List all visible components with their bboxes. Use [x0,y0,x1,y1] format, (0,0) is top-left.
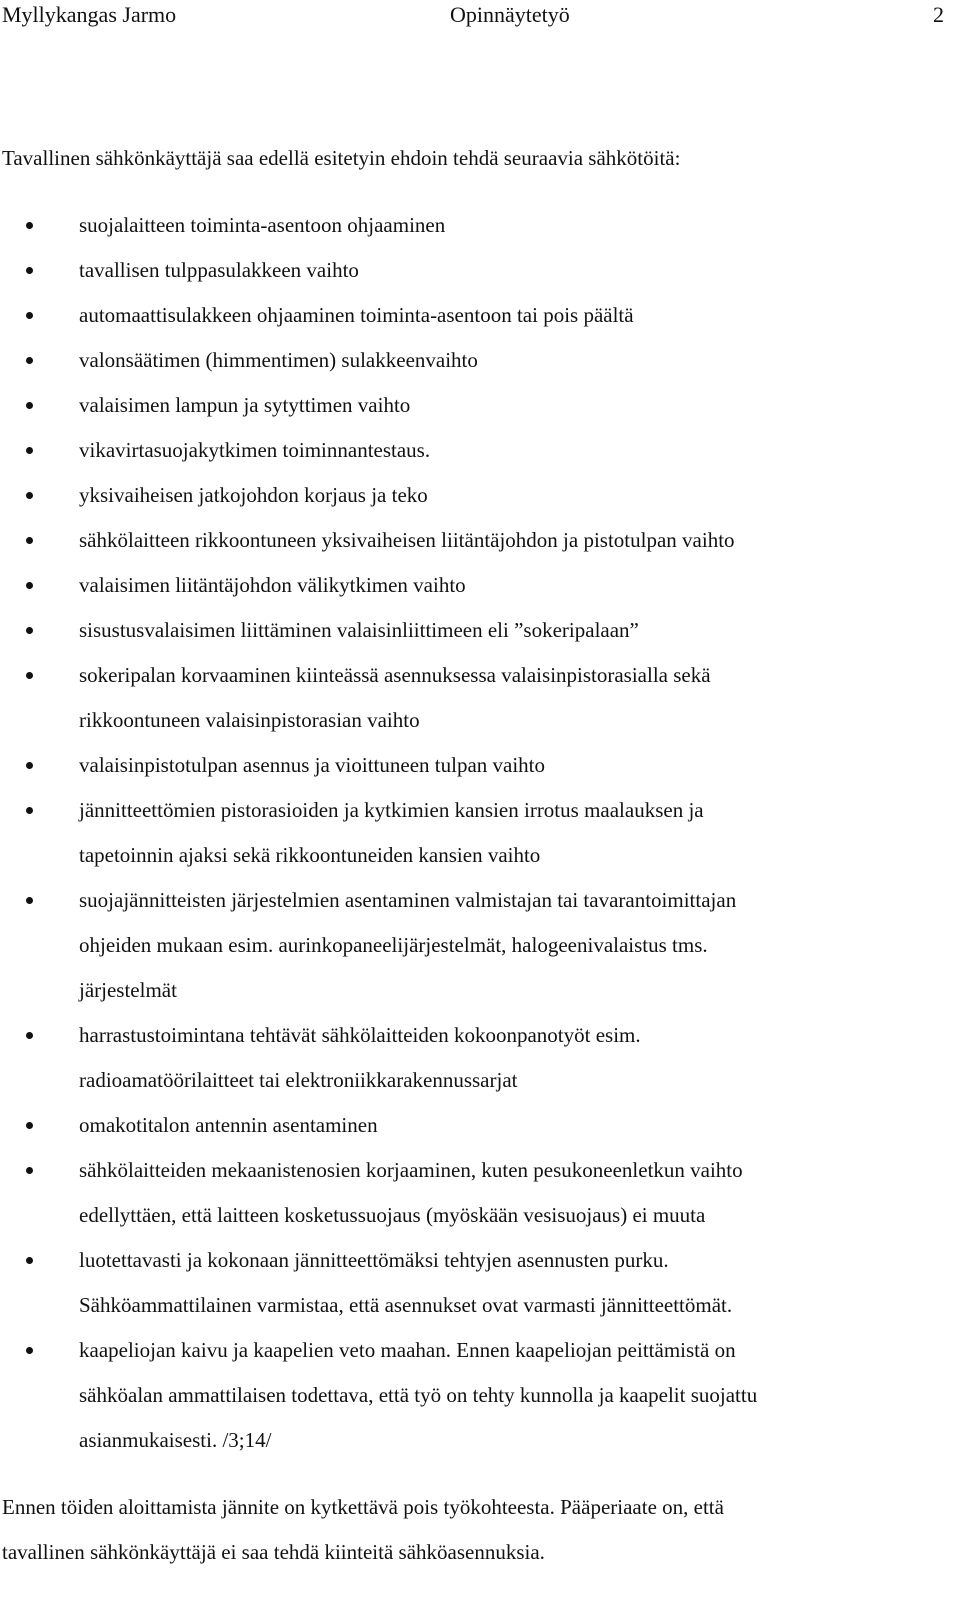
list-item-line: sähkölaitteen rikkoontuneen yksivaiheisen liitäntäjohdon ja pistotulpan vaihto [79,528,735,552]
bullet-list [0,203,940,1463]
list-item-line: vikavirtasuojakytkimen toiminnantestaus. [79,438,431,462]
list-item-line: tapetoinnin ajaksi sekä rikkoontuneiden kansien vaihto [79,843,541,867]
list-item [0,788,940,878]
bullet-icon [26,267,33,274]
list-item-line: omakotitalon antennin asentaminen [79,1113,378,1137]
list-item [0,248,940,293]
list-item [0,203,940,248]
list-item-line: harrastustoimintana tehtävät sähkölaitteiden kokoonpanotyöt esim. [79,1023,641,1047]
list-item-line: yksivaiheisen jatkojohdon korjaus ja teko [79,483,428,507]
list-item [0,1238,940,1328]
list-item-line: rikkoontuneen valaisinpistorasian vaihto [79,708,420,732]
list-item-line: valaisinpistotulpan asennus ja vioittuneen tulpan vaihto [79,753,545,777]
list-item-line: tavallisen tulppasulakkeen vaihto [79,258,359,282]
list-item [0,1103,940,1148]
page-number: 2 [933,2,944,27]
closing-paragraph [2,1485,932,1575]
bullet-icon [26,672,33,679]
list-item-line: jännitteettömien pistorasioiden ja kytkimien kansien irrotus maalauksen ja [79,798,704,822]
list-item [0,383,940,428]
list-item-line: järjestelmät [79,978,177,1002]
list-item-line: suojalaitteen toiminta-asentoon ohjaaminen [79,213,446,237]
list-item-line: asianmukaisesti. /3;14/ [79,1428,272,1452]
bullet-icon [26,1257,33,1264]
list-item-line: valonsäätimen (himmentimen) sulakkeenvaihto [79,348,478,372]
list-item [0,473,940,518]
list-item [0,1148,940,1238]
bullet-icon [26,402,33,409]
list-item [0,563,940,608]
list-item [0,1013,940,1103]
page-header [0,0,944,30]
list-item [0,1328,940,1463]
list-item-line: luotettavasti ja kokonaan jännitteettömäksi tehtyjen asennusten purku. [79,1248,669,1272]
list-item [0,338,940,383]
list-item-line: kaapeliojan kaivu ja kaapelien veto maahan. Ennen kaapeliojan peittämistä on [79,1338,736,1362]
list-item-line: radioamatöörilaitteet tai elektroniikkarakennussarjat [79,1068,518,1092]
bullet-icon [26,447,33,454]
list-item [0,878,940,1013]
list-item-line: Sähköammattilainen varmistaa, että asennukset ovat varmasti jännitteettömät. [79,1293,733,1317]
list-item-line: automaattisulakkeen ohjaaminen toiminta-asentoon tai pois päältä [79,303,634,327]
closing-line: tavallinen sähkönkäyttäjä ei saa tehdä kiinteitä sähköasennuksia. [2,1540,545,1564]
bullet-icon [26,1347,33,1354]
list-item-line: sähköalan ammattilaisen todettava, että työ on tehty kunnolla ja kaapelit suojattu [79,1383,758,1407]
closing-line: Ennen töiden aloittamista jännite on kytkettävä pois työkohteesta. Pääperiaate on, että [2,1495,724,1519]
list-item-line: ohjeiden mukaan esim. aurinkopaneelijärjestelmät, halogeenivalaistus tms. [79,933,708,957]
list-item-line: suojajännitteisten järjestelmien asentaminen valmistajan tai tavarantoimittajan [79,888,737,912]
list-item [0,428,940,473]
bullet-icon [26,897,33,904]
list-item-line: valaisimen lampun ja sytyttimen vaihto [79,393,411,417]
bullet-icon [26,1167,33,1174]
list-item-line: sähkölaitteiden mekaanistenosien korjaaminen, kuten pesukoneenletkun vaihto [79,1158,743,1182]
list-item-line: sisustusvalaisimen liittäminen valaisinliittimeen eli ”sokeripalaan” [79,618,639,642]
list-item-line: sokeripalan korvaaminen kiinteässä asennuksessa valaisinpistorasialla sekä [79,663,711,687]
header-author: Myllykangas Jarmo [2,2,177,27]
list-item [0,293,940,338]
bullet-icon [26,492,33,499]
list-item [0,518,940,563]
header-title: Opinnäytetyö [450,2,570,27]
bullet-icon [26,627,33,634]
list-item-line: valaisimen liitäntäjohdon välikytkimen vaihto [79,573,466,597]
list-item [0,608,940,653]
bullet-icon [26,807,33,814]
bullet-icon [26,222,33,229]
intro-paragraph: Tavallinen sähkönkäyttäjä saa edellä esitetyin ehdoin tehdä seuraavia sähkötöitä: [2,146,681,170]
list-item [0,653,940,743]
bullet-icon [26,537,33,544]
list-item [0,743,940,788]
bullet-icon [26,762,33,769]
bullet-icon [26,1122,33,1129]
bullet-icon [26,357,33,364]
list-item-line: edellyttäen, että laitteen kosketussuojaus (myöskään vesisuojaus) ei muuta [79,1203,706,1227]
bullet-icon [26,312,33,319]
bullet-icon [26,582,33,589]
bullet-icon [26,1032,33,1039]
